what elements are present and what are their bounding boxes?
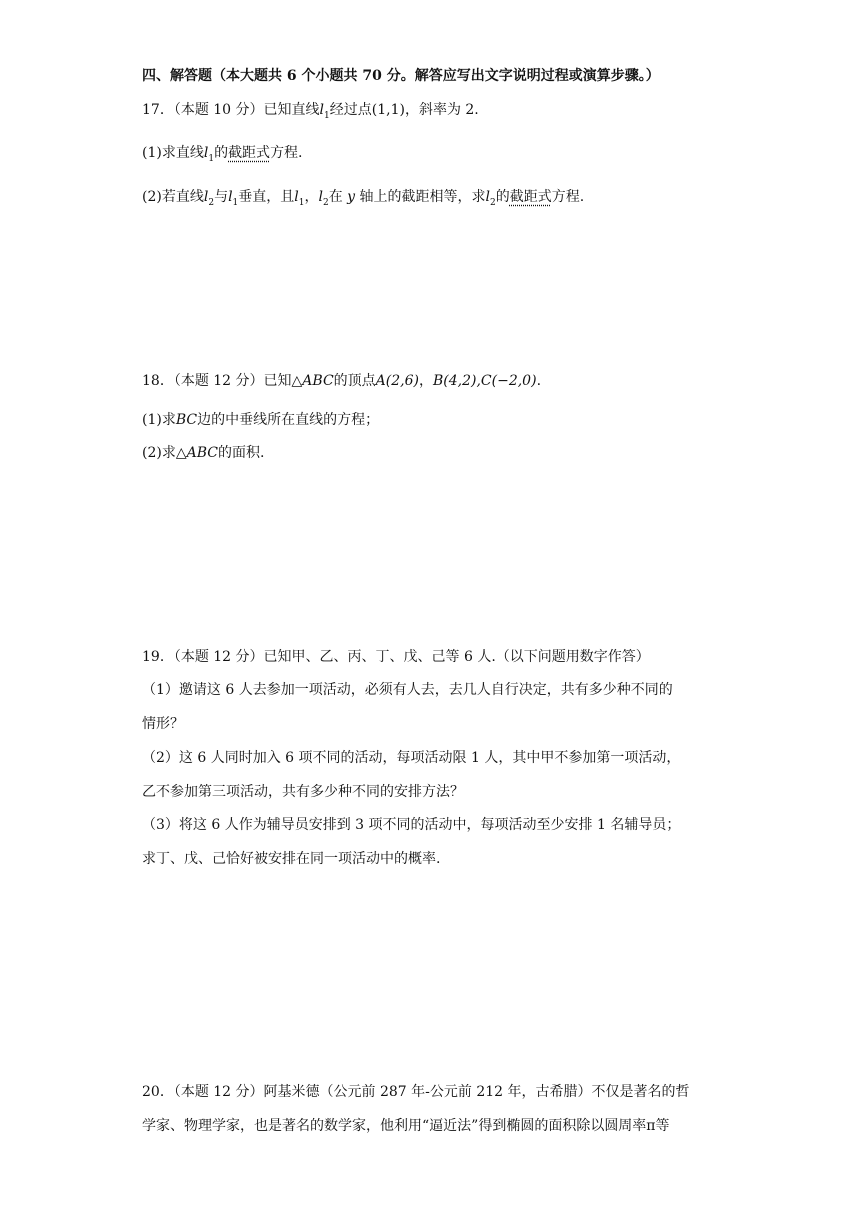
q19-part2-line1: （2）这 6 人同时加入 6 项不同的活动，每项活动限 1 人，其中甲不参加第一项活动， xyxy=(142,750,681,766)
q20-line1: 20．（本题 12 分）阿基米德（公元前 287 年-公元前 212 年，古希腊）不仅是著名的哲 xyxy=(142,1084,690,1100)
q19-part2-line2: 乙不参加第三项活动，共有多少种不同的安排方法？ xyxy=(142,784,464,800)
q19-part1-line2: 情形？ xyxy=(142,716,184,732)
q18-part1: (1)求BC边的中垂线所在直线的方程； xyxy=(142,412,380,428)
q17-header: 17．（本题 10 分）已知直线$l_1$经过点(1,1)，斜率为 2. xyxy=(142,102,479,121)
q20-line2: 学家、物理学家，也是著名的数学家，他利用“逼近法”得到椭圆的面积除以圆周率π等 xyxy=(142,1118,670,1134)
q18-part2: (2)求△ABC的面积. xyxy=(142,445,265,461)
q19-part3-line1: （3）将这 6 人作为辅导员安排到 3 项不同的活动中，每项活动至少安排 1 名辅导员； xyxy=(142,817,681,833)
q18-header: 18．（本题 12 分）已知△ABC的顶点A(2,6)，B(4,2),C(−2,0). xyxy=(142,373,542,389)
q19-part1-line1: （1）邀请这 6 人去参加一项活动，必须有人去，去几人自行决定，共有多少种不同的 xyxy=(142,682,673,698)
q17-part1: (1)求直线$l_1$的截距式方程. xyxy=(142,145,303,164)
section-title: 四、解答题（本大题共 6 个小题共 70 分。解答应写出文字说明过程或演算步骤。） xyxy=(142,68,660,84)
q19-part3-line2: 求丁、戊、己恰好被安排在同一项活动中的概率. xyxy=(142,851,441,867)
q17-part2: (2)若直线$l_2$与$l_1$垂直，且$l_1$，$l_2$在 y 轴上的截距相等，求$l_2$的截距式方程. xyxy=(142,189,585,208)
q19-header: 19．（本题 12 分）已知甲、乙、丙、丁、戊、己等 6 人.（以下问题用数字作答） xyxy=(142,649,650,665)
